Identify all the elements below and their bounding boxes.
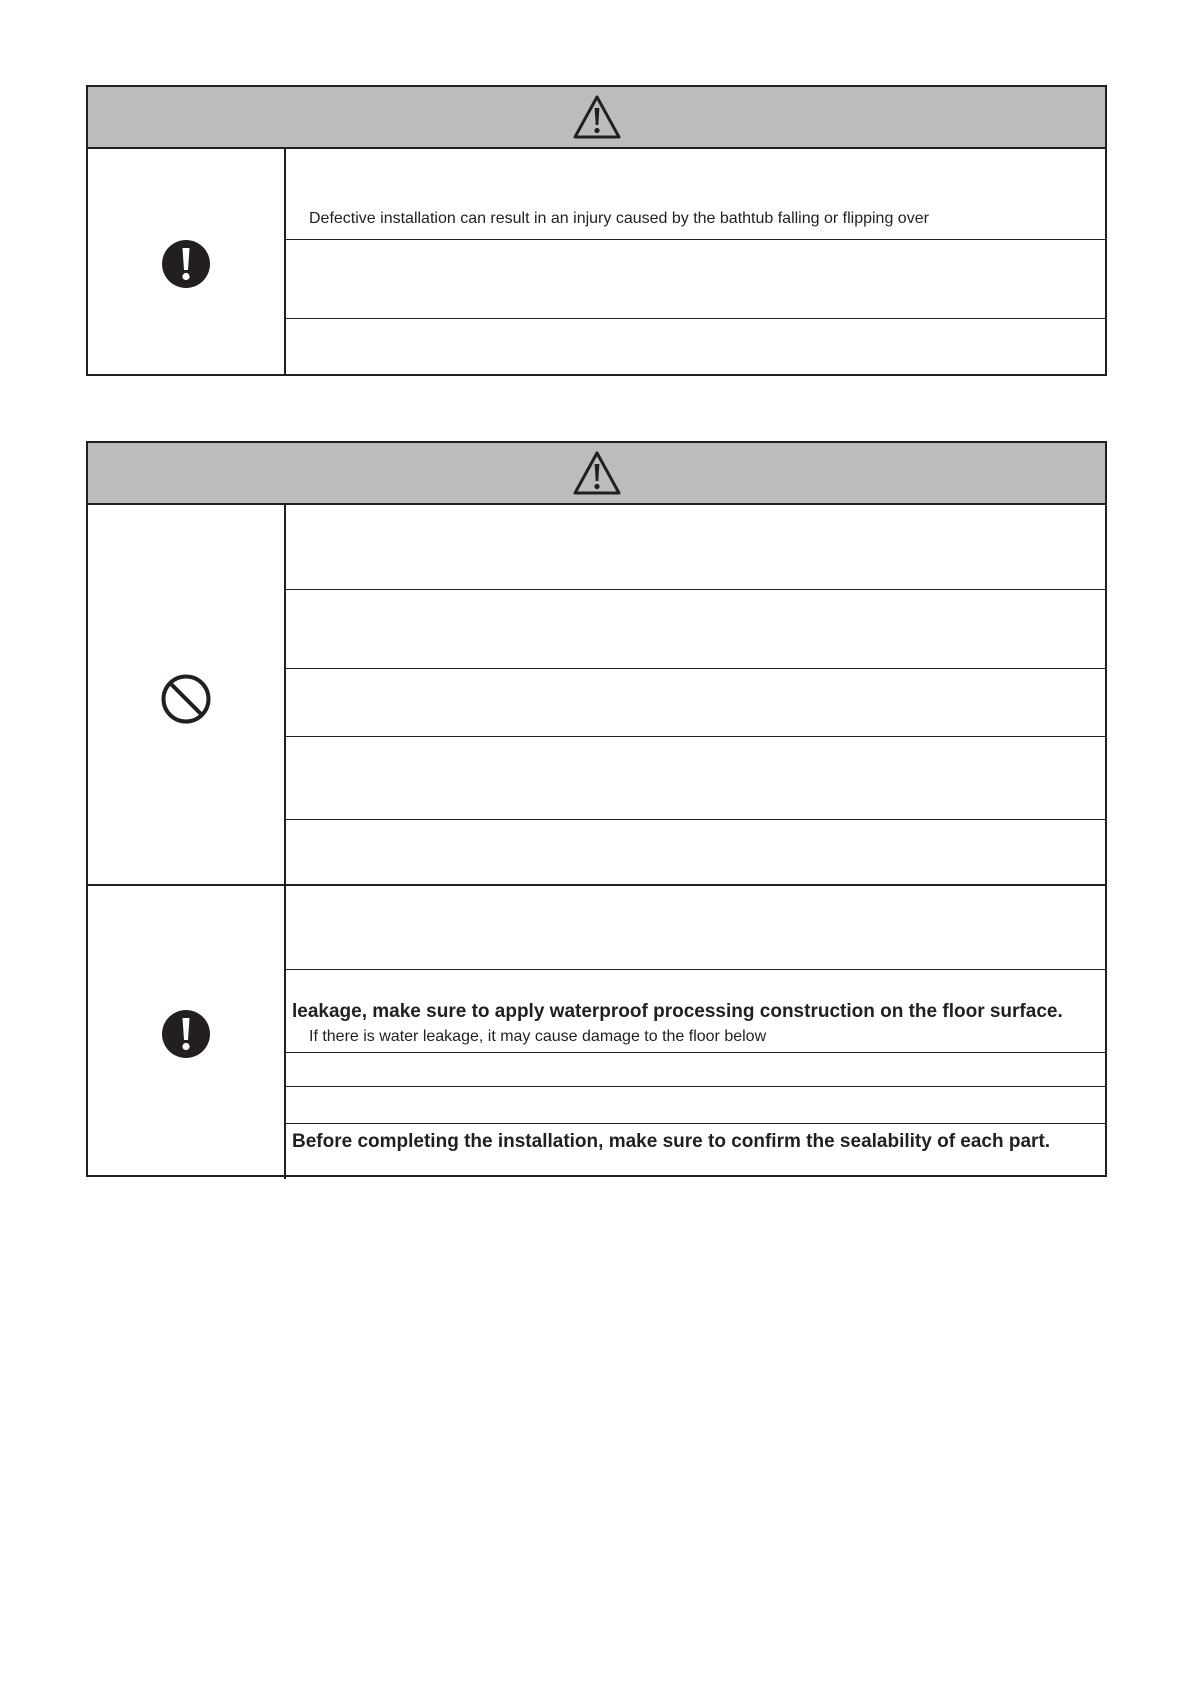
instruction-row bbox=[286, 1086, 1105, 1123]
mandatory-exclamation-icon bbox=[161, 239, 211, 289]
instruction-note: If there is water leakage, it may cause damage to the floor below bbox=[309, 1028, 767, 1045]
caution-table-1 bbox=[86, 85, 1107, 376]
caution-table-2 bbox=[86, 441, 1107, 1177]
table-header bbox=[88, 87, 1105, 149]
symbol-cell bbox=[88, 505, 286, 884]
instruction-rows bbox=[286, 505, 1105, 884]
mandatory-group bbox=[88, 149, 1105, 376]
prohibition-circle-icon bbox=[160, 673, 212, 725]
instruction-row bbox=[286, 1123, 1105, 1179]
instruction-row bbox=[286, 239, 1105, 318]
warning-triangle-icon bbox=[572, 94, 622, 140]
instruction-row bbox=[286, 1052, 1105, 1086]
warning-triangle-icon bbox=[572, 450, 622, 496]
instruction-row bbox=[286, 886, 1105, 969]
instruction-text: leakage, make sure to apply waterproof processing construction on the floor surface. bbox=[292, 1001, 1063, 1022]
prohibition-group bbox=[88, 505, 1105, 884]
symbol-cell bbox=[88, 886, 286, 1179]
instruction-row bbox=[286, 589, 1105, 668]
instruction-row bbox=[286, 505, 1105, 589]
instruction-row bbox=[286, 668, 1105, 736]
instruction-row bbox=[286, 969, 1105, 1052]
instruction-row bbox=[286, 149, 1105, 239]
instruction-text: Before completing the installation, make sure to confirm the sealability of each part. bbox=[292, 1131, 1051, 1152]
mandatory-exclamation-icon bbox=[161, 1009, 211, 1059]
instruction-rows bbox=[286, 149, 1105, 376]
symbol-cell bbox=[88, 149, 286, 376]
instruction-row bbox=[286, 736, 1105, 819]
instruction-note: Defective installation can result in an injury caused by the bathtub falling or flipping over bbox=[309, 210, 929, 227]
instruction-row bbox=[286, 318, 1105, 376]
instruction-row bbox=[286, 819, 1105, 884]
instruction-rows bbox=[286, 886, 1105, 1179]
mandatory-group bbox=[88, 884, 1105, 1179]
table-header bbox=[88, 443, 1105, 505]
